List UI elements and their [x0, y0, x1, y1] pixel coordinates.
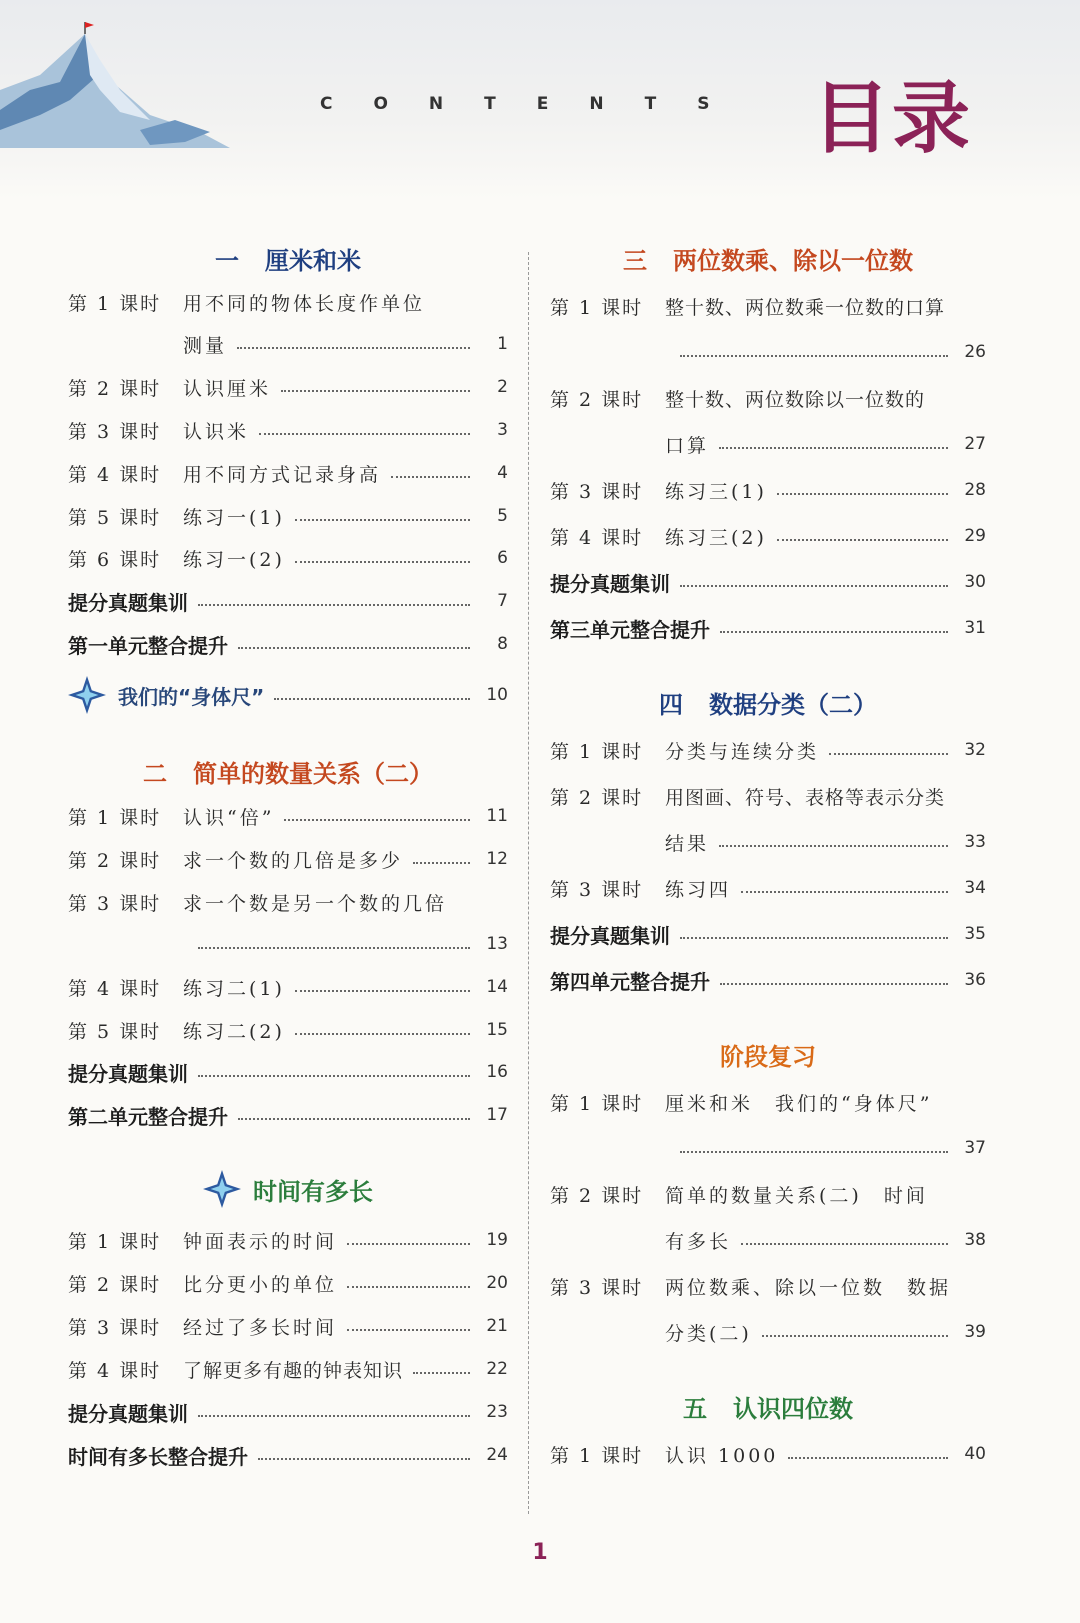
review-heading: [550, 1034, 986, 1074]
page-ref: 1: [497, 334, 508, 354]
page-ref: 39: [964, 1322, 986, 1342]
contents-word: CONTENTS: [320, 94, 751, 114]
lesson-title: 用不同方式记录身高: [183, 463, 382, 486]
toc-entry-continuation[interactable]: [550, 426, 986, 462]
toc-entry[interactable]: [550, 732, 986, 768]
lesson-tag: 第 1 课时: [550, 740, 644, 763]
lesson-tag: 第 2 课时: [550, 388, 644, 411]
toc-entry[interactable]: [68, 1265, 508, 1301]
lesson-tag: 第 2 课时: [68, 377, 162, 400]
lesson-title: 认识厘米: [183, 377, 272, 400]
lesson-title: 整十数、两位数乘一位数的口算: [665, 296, 946, 319]
unit5-title: 认识四位数: [733, 1394, 853, 1423]
lesson-title: 比分更小的单位: [183, 1273, 338, 1296]
lesson-title-cont: 结果: [665, 832, 710, 855]
toc-entry[interactable]: [68, 369, 508, 405]
toc-entry-continuation[interactable]: [550, 824, 986, 860]
lesson-title: 了解更多有趣的钟表知识: [183, 1359, 404, 1382]
toc-entry[interactable]: [68, 1351, 508, 1387]
toc-entry-practice[interactable]: [550, 564, 986, 600]
page-ref: 28: [964, 480, 986, 500]
toc-entry-practice[interactable]: [68, 1394, 508, 1430]
toc-entry[interactable]: [550, 870, 986, 906]
toc-entry[interactable]: [68, 1222, 508, 1258]
lesson-title: 认识 1000: [665, 1444, 779, 1467]
toc-entry[interactable]: [68, 841, 508, 877]
toc-entry[interactable]: [68, 884, 508, 920]
unit3-number: 三: [623, 246, 647, 275]
lesson-tag: 第 2 课时: [550, 786, 644, 809]
toc-entry-summary[interactable]: [550, 962, 986, 998]
leader-dots: [258, 1458, 470, 1460]
leader-dots: [413, 862, 470, 864]
lesson-tag: 第 4 课时: [550, 526, 644, 549]
toc-entry-continuation[interactable]: [550, 1222, 986, 1258]
lesson-title: 简单的数量关系(二) 时间: [665, 1184, 928, 1207]
toc-entry-practice[interactable]: [550, 916, 986, 952]
page-ref: 31: [964, 618, 986, 638]
lesson-title: 认识米: [183, 420, 250, 443]
lesson-title: 练习二(2): [183, 1020, 285, 1043]
leader-dots: [777, 493, 948, 495]
activity-title: 我们的“身体尺”: [118, 684, 265, 709]
unit3-heading: [550, 238, 986, 278]
lesson-tag: 第 2 课时: [68, 1273, 162, 1296]
unit4-heading: [550, 682, 986, 722]
lesson-title: 用不同的物体长度作单位: [183, 292, 426, 315]
page-ref: 17: [486, 1105, 508, 1125]
unit5-heading: [550, 1386, 986, 1426]
page-ref: 19: [486, 1230, 508, 1250]
leader-dots: [777, 539, 948, 541]
leader-dots: [680, 1151, 948, 1153]
lesson-tag: 第 3 课时: [68, 420, 162, 443]
lesson-title: 分类与连续分类: [665, 740, 820, 763]
star-compass-icon: [203, 1170, 241, 1208]
leader-dots: [829, 753, 948, 755]
column-divider: [528, 252, 529, 1514]
leader-dots: [274, 698, 470, 700]
leader-dots: [295, 1033, 470, 1035]
toc-entry-summary[interactable]: [68, 626, 508, 662]
page-ref: 20: [486, 1273, 508, 1293]
leader-dots: [720, 631, 948, 633]
lesson-title: 用图画、符号、表格等表示分类: [665, 786, 946, 809]
leader-dots: [347, 1286, 470, 1288]
leader-dots: [719, 845, 948, 847]
star-compass-icon: [68, 676, 106, 714]
toc-entry[interactable]: [550, 1176, 986, 1212]
leader-dots: [295, 519, 470, 521]
leader-dots: [295, 990, 470, 992]
page-title: 目录: [812, 74, 973, 164]
leader-dots: [198, 604, 470, 606]
toc-entry[interactable]: [68, 540, 508, 576]
leader-dots: [719, 447, 948, 449]
leader-dots: [347, 1329, 470, 1331]
page-ref: 40: [964, 1444, 986, 1464]
lesson-tag: 第 1 课时: [550, 1444, 644, 1467]
summary-title: 第四单元整合提升: [550, 969, 710, 994]
lesson-title: 认识“倍”: [183, 806, 275, 829]
page-ref: 26: [964, 342, 986, 362]
toc-entry[interactable]: [68, 1012, 508, 1048]
lesson-tag: 第 1 课时: [68, 806, 162, 829]
leader-dots: [259, 433, 470, 435]
toc-entry[interactable]: [68, 498, 508, 534]
page-ref: 32: [964, 740, 986, 760]
lesson-title: 厘米和米 我们的“身体尺”: [665, 1092, 933, 1115]
leader-dots: [347, 1243, 470, 1245]
lesson-tag: 第 5 课时: [68, 1020, 162, 1043]
lesson-title-cont: 口算: [665, 434, 710, 457]
lesson-tag: 第 1 课时: [550, 1092, 644, 1115]
toc-entry[interactable]: [68, 798, 508, 834]
page-number: 1: [532, 1540, 548, 1565]
lesson-title-cont: 有多长: [665, 1230, 732, 1253]
toc-entry-practice[interactable]: [68, 1054, 508, 1090]
leader-dots: [741, 1243, 948, 1245]
page-ref: 23: [486, 1402, 508, 1422]
toc-entry[interactable]: [550, 1268, 986, 1304]
page-ref: 16: [486, 1062, 508, 1082]
page-ref: 36: [964, 970, 986, 990]
toc-entry[interactable]: [550, 518, 986, 554]
lesson-title: 经过了多长时间: [183, 1316, 338, 1339]
leader-dots: [788, 1457, 948, 1459]
page-ref: 2: [497, 377, 508, 397]
lesson-tag: 第 2 课时: [550, 1184, 644, 1207]
page-ref: 5: [497, 506, 508, 526]
unit3-title: 两位数乘、除以一位数: [673, 246, 913, 275]
leader-dots: [238, 1118, 470, 1120]
leader-dots: [680, 585, 948, 587]
toc-entry[interactable]: [68, 455, 508, 491]
page-ref: 34: [964, 878, 986, 898]
page-ref: 4: [497, 463, 508, 483]
toc-entry-summary[interactable]: [68, 1437, 508, 1473]
page-header: [0, 0, 1080, 200]
leader-dots: [281, 390, 470, 392]
lesson-title: 练习二(1): [183, 977, 285, 1000]
lesson-tag: 第 1 课时: [68, 292, 162, 315]
lesson-title-cont: 分类(二): [665, 1322, 752, 1345]
leader-dots: [391, 476, 470, 478]
page-ref: 37: [964, 1138, 986, 1158]
page-ref: 3: [497, 420, 508, 440]
page-ref: 12: [486, 849, 508, 869]
lesson-title: 练习一(2): [183, 548, 285, 571]
practice-title: 提分真题集训: [68, 1061, 188, 1086]
leader-dots: [762, 1335, 948, 1337]
leader-dots: [284, 819, 470, 821]
review-title: 阶段复习: [720, 1042, 816, 1071]
leader-dots: [413, 1372, 470, 1374]
leader-dots: [198, 947, 470, 949]
unit1-title: 厘米和米: [265, 246, 361, 275]
toc-entry[interactable]: [550, 472, 986, 508]
page-ref: 35: [964, 924, 986, 944]
leader-dots: [238, 647, 470, 649]
lesson-tag: 第 3 课时: [550, 480, 644, 503]
toc-entry-continuation[interactable]: [550, 334, 986, 370]
unit5-number: 五: [683, 1394, 707, 1423]
unit2-number: 二: [143, 759, 167, 788]
lesson-tag: 第 4 课时: [68, 1359, 162, 1382]
lesson-tag: 第 3 课时: [550, 878, 644, 901]
lesson-tag: 第 5 课时: [68, 506, 162, 529]
practice-title: 提分真题集训: [68, 1401, 188, 1426]
summary-title: 时间有多长整合提升: [68, 1444, 248, 1469]
page-ref: 6: [497, 548, 508, 568]
page-ref: 21: [486, 1316, 508, 1336]
leader-dots: [198, 1415, 470, 1417]
leader-dots: [680, 937, 948, 939]
page-ref: 33: [964, 832, 986, 852]
lesson-tag: 第 1 课时: [550, 296, 644, 319]
toc-entry-continuation[interactable]: [68, 326, 508, 362]
page-ref: 13: [486, 934, 508, 954]
unit1-number: 一: [215, 246, 239, 275]
page-ref: 8: [497, 634, 508, 654]
lesson-title: 求一个数是另一个数的几倍: [183, 892, 448, 915]
lesson-title: 整十数、两位数除以一位数的: [665, 388, 926, 411]
summary-title: 第二单元整合提升: [68, 1104, 228, 1129]
toc-entry[interactable]: [68, 969, 508, 1005]
lesson-title: 两位数乘、除以一位数 数据: [665, 1276, 952, 1299]
page-ref: 38: [964, 1230, 986, 1250]
page-ref: 29: [964, 526, 986, 546]
page-ref: 11: [486, 806, 508, 826]
summary-title: 第一单元整合提升: [68, 633, 228, 658]
lesson-tag: 第 2 课时: [68, 849, 162, 872]
summary-title: 第三单元整合提升: [550, 617, 710, 642]
toc-entry-activity[interactable]: [68, 677, 508, 713]
unit4-title: 数据分类（二）: [709, 690, 877, 719]
lesson-title-cont: 测量: [183, 334, 228, 357]
page-ref: 10: [486, 685, 508, 705]
toc-entry[interactable]: [550, 1436, 986, 1472]
lesson-tag: 第 3 课时: [550, 1276, 644, 1299]
lesson-title: 求一个数的几倍是多少: [183, 849, 404, 872]
unit1-heading: [68, 238, 508, 278]
practice-title: 提分真题集训: [550, 571, 670, 596]
page-ref: 30: [964, 572, 986, 592]
toc-entry[interactable]: [550, 778, 986, 814]
toc-entry-practice[interactable]: [68, 583, 508, 619]
page-ref: 15: [486, 1020, 508, 1040]
page-ref: 27: [964, 434, 986, 454]
practice-title: 提分真题集训: [550, 923, 670, 948]
toc-entry[interactable]: [68, 284, 508, 320]
leader-dots: [295, 561, 470, 563]
lesson-title: 练习一(1): [183, 506, 285, 529]
toc-entry[interactable]: [550, 288, 986, 324]
toc-entry-continuation[interactable]: [550, 1130, 986, 1166]
toc-entry[interactable]: [550, 380, 986, 416]
leader-dots: [720, 983, 948, 985]
lesson-title: 钟面表示的时间: [183, 1230, 338, 1253]
lesson-title: 练习三(2): [665, 526, 767, 549]
lesson-tag: 第 3 课时: [68, 892, 162, 915]
toc-entry-continuation[interactable]: [550, 1314, 986, 1350]
unit4-number: 四: [659, 690, 683, 719]
unit2-heading: [68, 751, 508, 791]
lesson-tag: 第 4 课时: [68, 463, 162, 486]
page-ref: 7: [497, 591, 508, 611]
leader-dots: [198, 1075, 470, 1077]
leader-dots: [741, 891, 948, 893]
toc-entry[interactable]: [68, 412, 508, 448]
page-ref: 22: [486, 1359, 508, 1379]
time-unit-title: 时间有多长: [253, 1177, 373, 1206]
toc-entry[interactable]: [550, 1084, 986, 1120]
unit2-title: 简单的数量关系（二）: [193, 759, 433, 788]
time-unit-heading: [68, 1169, 508, 1209]
leader-dots: [680, 355, 948, 357]
lesson-title: 练习四: [665, 878, 732, 901]
toc-entry-summary[interactable]: [68, 1097, 508, 1133]
lesson-title: 练习三(1): [665, 480, 767, 503]
leader-dots: [237, 347, 470, 349]
lesson-tag: 第 6 课时: [68, 548, 162, 571]
lesson-tag: 第 4 课时: [68, 977, 162, 1000]
toc-entry[interactable]: [68, 1308, 508, 1344]
lesson-tag: 第 3 课时: [68, 1316, 162, 1339]
page-ref: 14: [486, 977, 508, 997]
lesson-tag: 第 1 课时: [68, 1230, 162, 1253]
practice-title: 提分真题集训: [68, 590, 188, 615]
page-ref: 24: [486, 1445, 508, 1465]
toc-entry-continuation[interactable]: [68, 926, 508, 962]
toc-entry-summary[interactable]: [550, 610, 986, 646]
mountain-illustration: [0, 20, 230, 160]
